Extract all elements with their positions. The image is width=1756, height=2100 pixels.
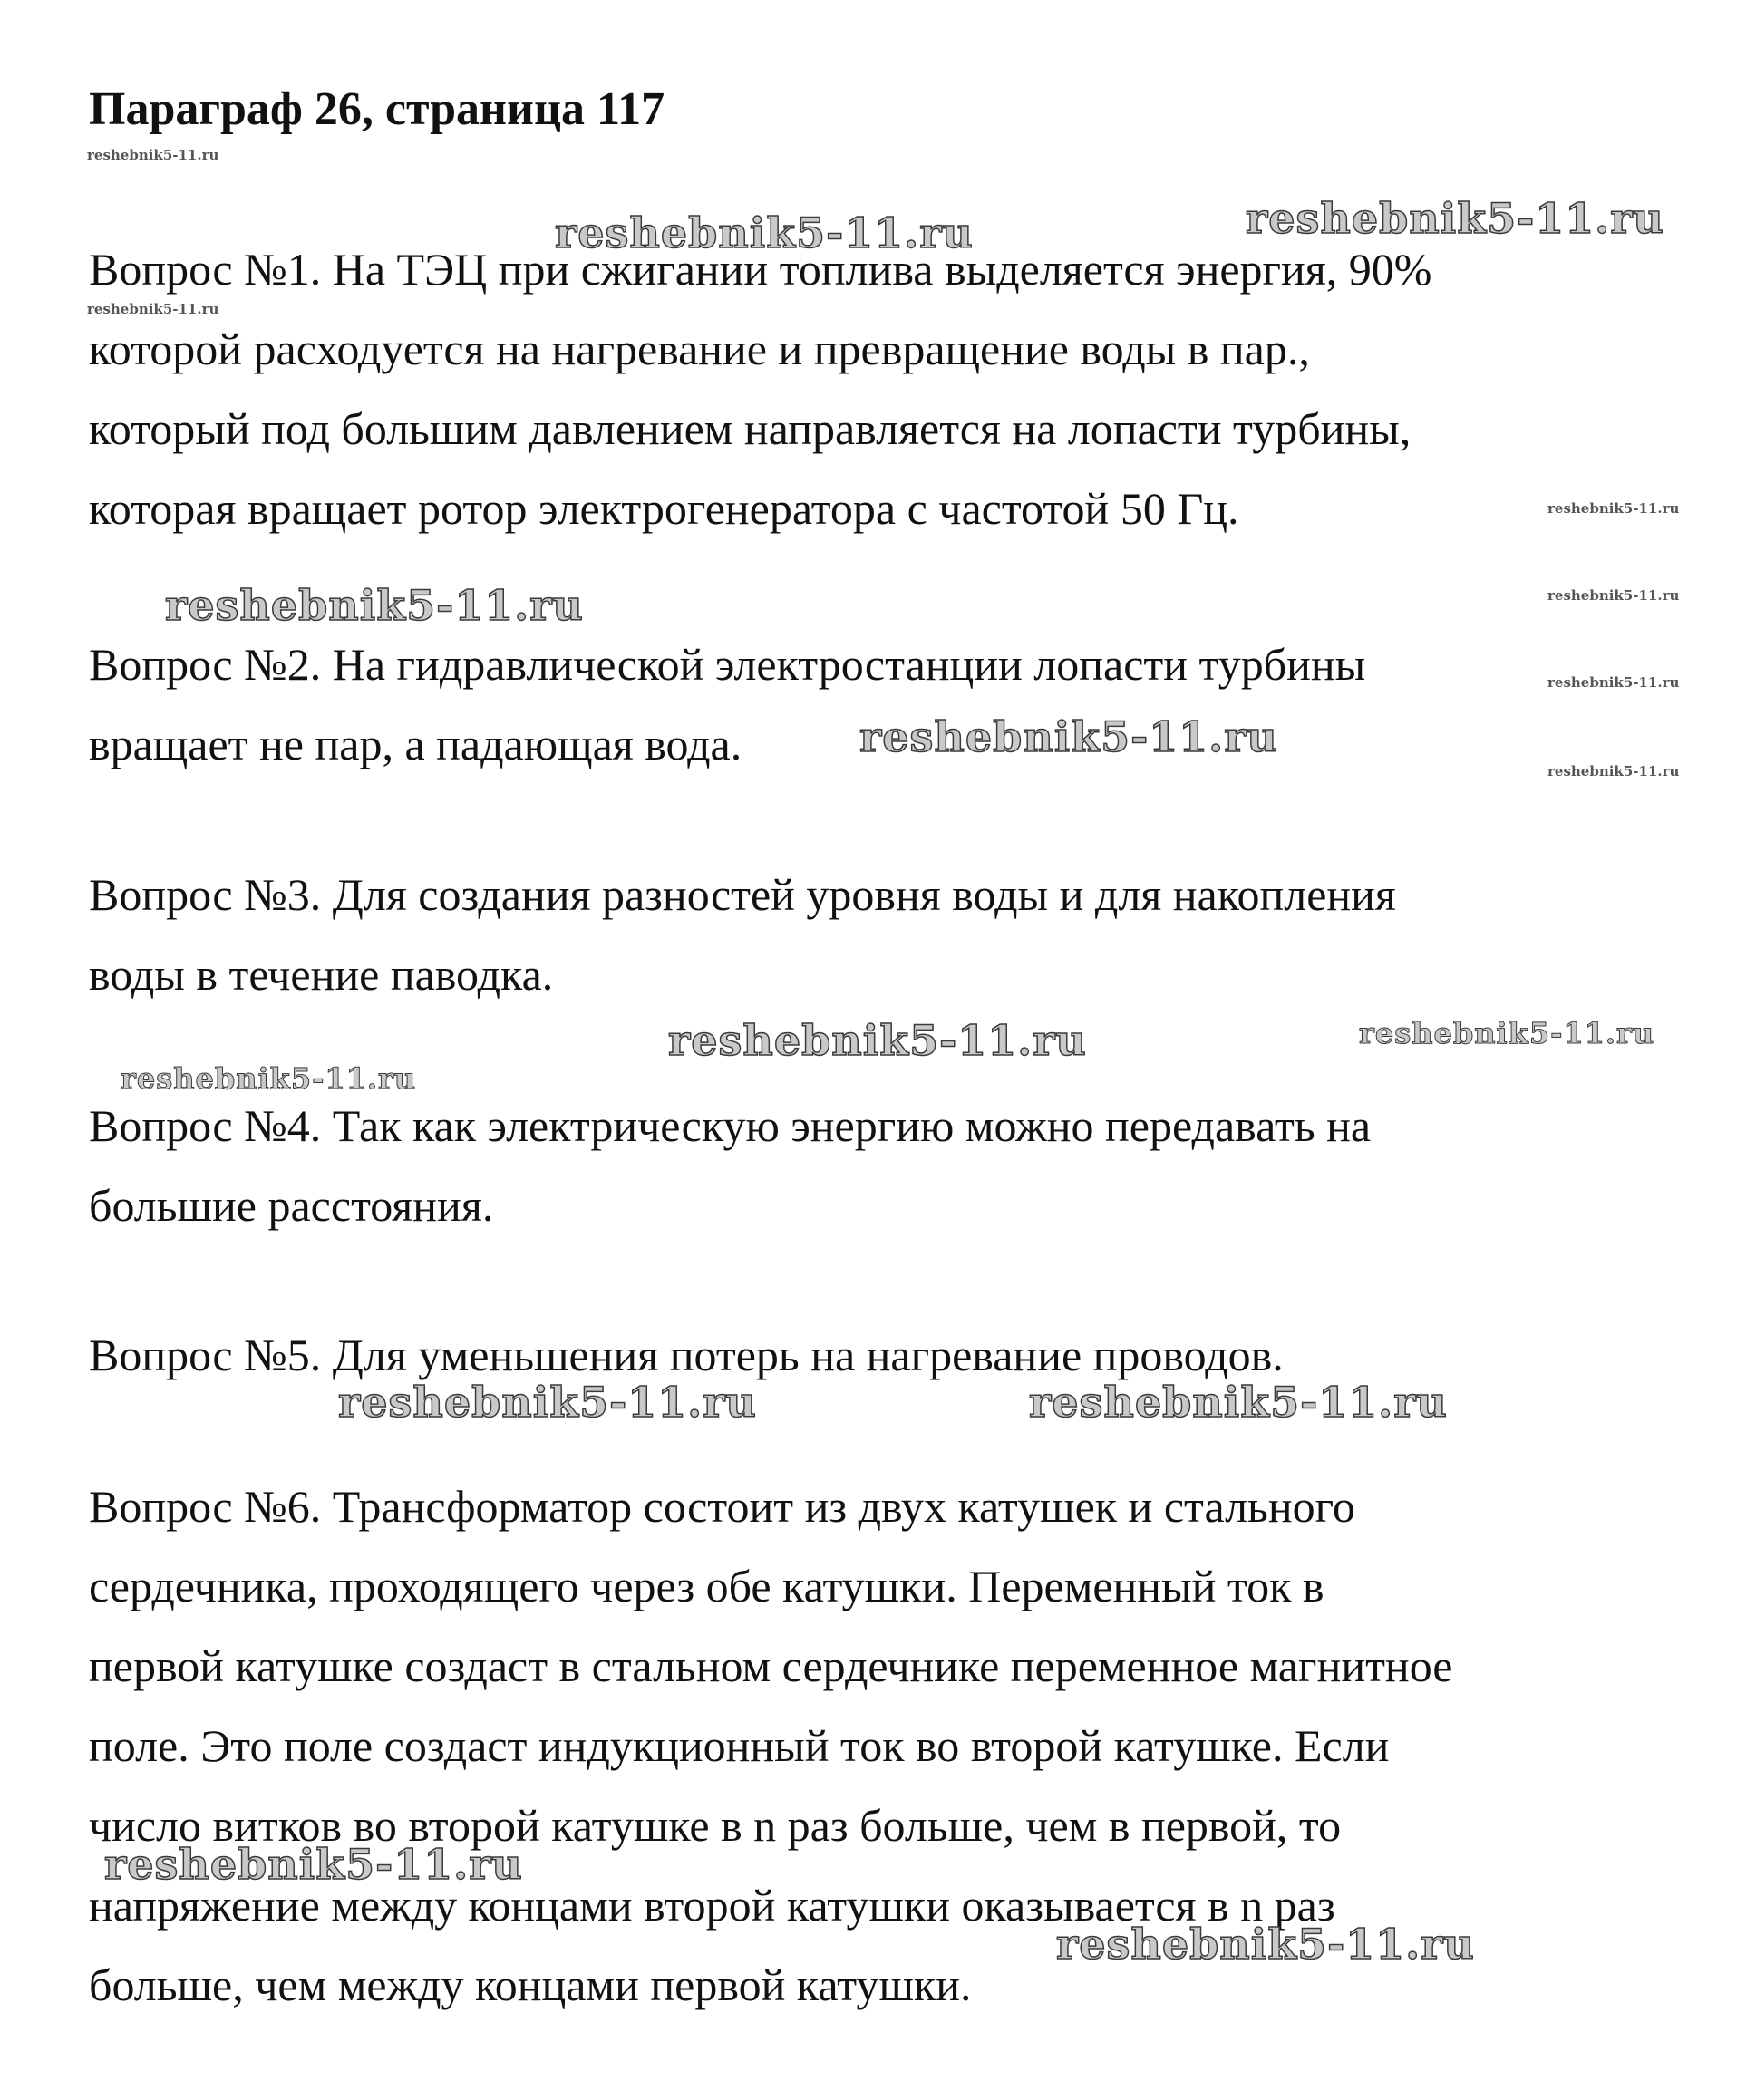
answer-line: напряжение между концами второй катушки оказывается в n раз [89,1880,1335,1931]
answer-3 [89,855,1396,1014]
watermark: reshebnik5-11.ru [668,1016,1087,1065]
answer-line: Вопрос №3. Для создания разностей уровня воды и для накопления [89,869,1396,920]
watermark: reshebnik5-11.ru [338,1378,757,1427]
answer-line: Вопрос №1. На ТЭЦ при сжигании топлива выделяется энергия, 90% [89,244,1432,295]
answer-line: первой катушке создаст в стальном сердечнике переменное магнитное [89,1640,1453,1691]
watermark: reshebnik5-11.ru [1056,1920,1475,1969]
answer-line: сердечника, проходящего через обе катушки. Переменный ток в [89,1561,1324,1611]
watermark: reshebnik5-11.ru [87,301,219,317]
watermark: reshebnik5-11.ru [1547,587,1680,604]
answer-1 [89,229,1431,548]
watermark: reshebnik5-11.ru [1547,674,1680,691]
watermark: reshebnik5-11.ru [165,581,584,630]
answer-line: который под большим давлением направляется на лопасти турбины, [89,403,1412,454]
answer-4 [89,1086,1371,1245]
watermark: reshebnik5-11.ru [1547,763,1680,779]
watermark: reshebnik5-11.ru [555,208,974,257]
answer-line: большие расстояния. [89,1180,494,1231]
watermark: reshebnik5-11.ru [1246,194,1664,243]
watermark: reshebnik5-11.ru [121,1061,417,1096]
answer-line: поле. Это поле создаст индукционный ток во второй катушке. Если [89,1720,1390,1771]
answer-line: Вопрос №6. Трансформатор состоит из двух катушек и стального [89,1481,1355,1532]
watermark: reshebnik5-11.ru [1547,500,1680,517]
page-title: Параграф 26, страница 117 [89,83,665,135]
answer-line: больше, чем между концами первой катушки. [89,1960,972,2010]
watermark: reshebnik5-11.ru [859,712,1278,761]
watermark: reshebnik5-11.ru [1029,1378,1448,1427]
answer-line: вращает не пар, а падающая вода. [89,719,742,769]
answer-line: которая вращает ротор электрогенератора с частотой 50 Гц. [89,483,1239,534]
watermark: reshebnik5-11.ru [104,1840,523,1889]
answer-line: Вопрос №4. Так как электрическую энергию можно передавать на [89,1100,1372,1151]
answer-line: Вопрос №5. Для уменьшения потерь на нагревание проводов. [89,1330,1284,1380]
watermark: reshebnik5-11.ru [1359,1016,1655,1050]
answer-line: Вопрос №2. На гидравлической электростанции лопасти турбины [89,639,1366,690]
answer-line: которой расходуется на нагревание и превращение воды в пар., [89,324,1310,374]
watermark: reshebnik5-11.ru [87,147,219,163]
answer-line: воды в течение паводка. [89,949,554,1000]
answer-line: число витков во второй катушке в n раз больше, чем в первой, то [89,1800,1342,1851]
